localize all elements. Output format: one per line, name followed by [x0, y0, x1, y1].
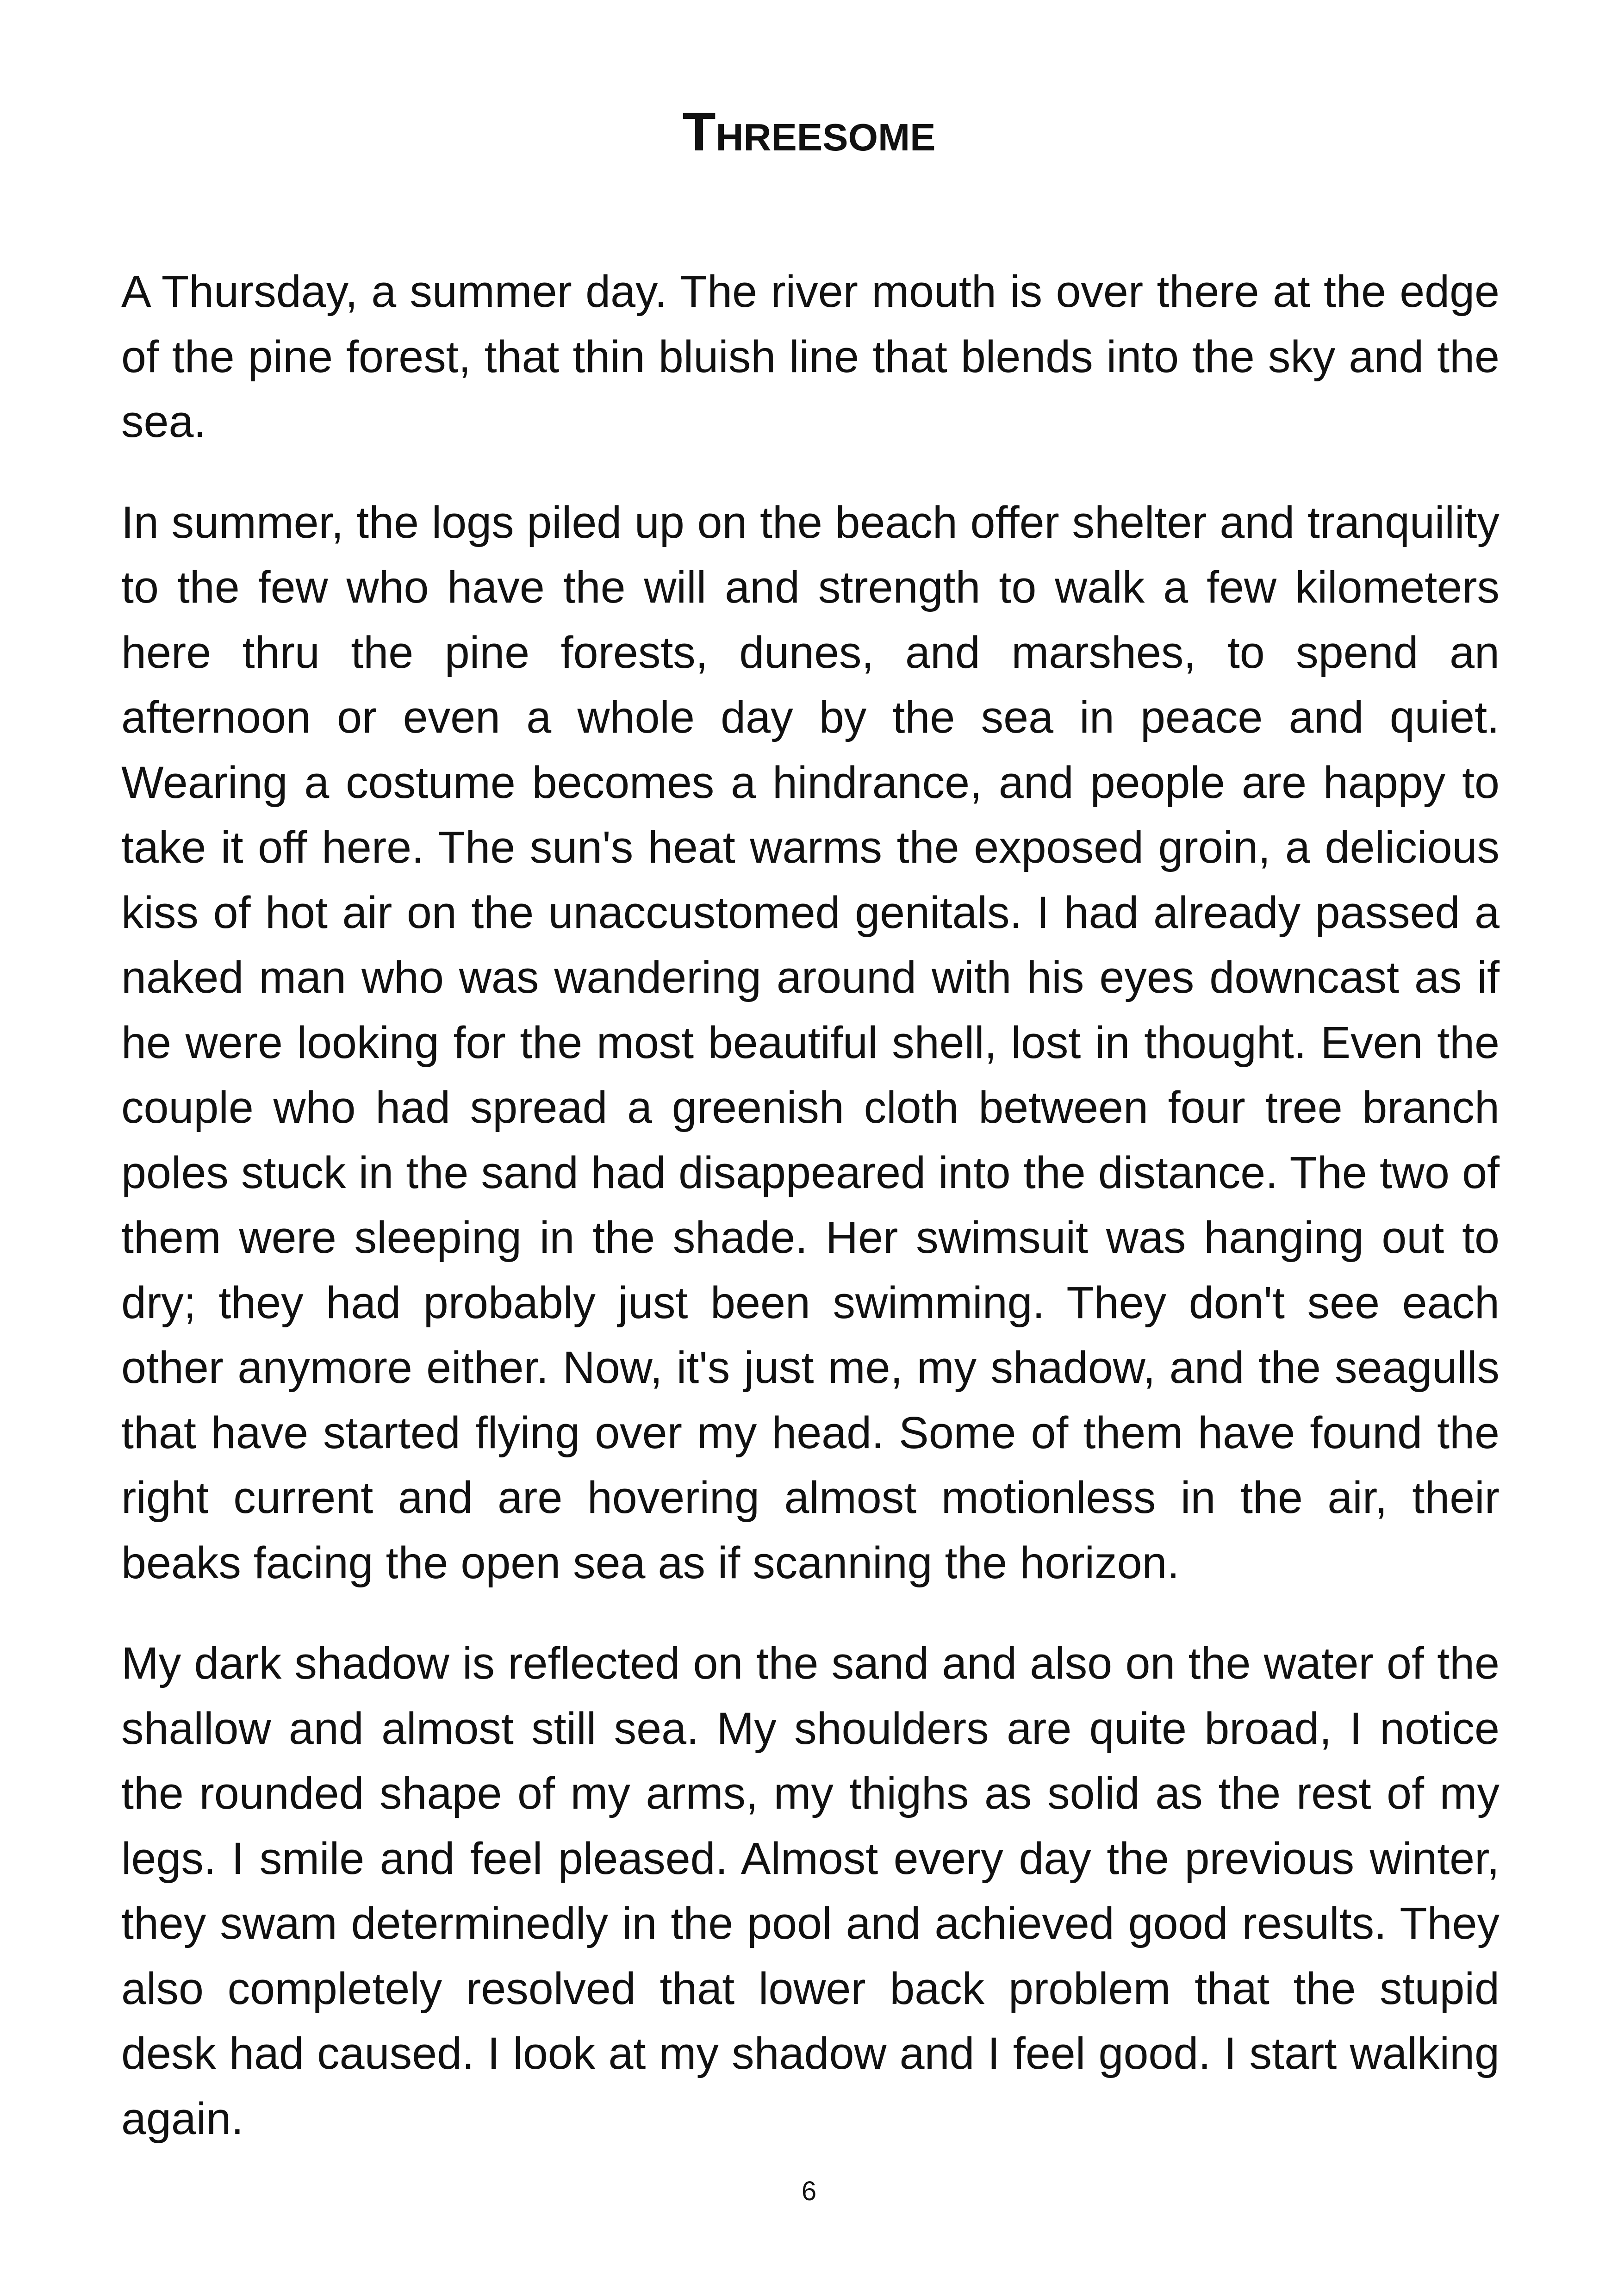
- paragraph: A Thursday, a summer day. The river mouth is over there at the edge of the pine forest, that thin bluish line that blends into the sky and the sea.: [121, 266, 1500, 447]
- page-number: 6: [801, 2176, 817, 2206]
- body-text: [121, 259, 1500, 2187]
- paragraph: My dark shadow is reflected on the sand and also on the water of the shallow and almost still sea. My shoulders are quite broad, I notice the rounded shape of my arms, my thighs as solid as the rest of my legs. I smile and feel pleased. Almost every day the previous winter, they swam determinedly in the pool and achieved good results. They also completely resolved that lower back problem that the stupid desk had caused. I look at my shadow and I feel good. I start walking again.: [121, 1638, 1500, 2144]
- page-title: Threesome: [682, 101, 936, 162]
- paragraph: In summer, the logs piled up on the beach offer shelter and tranquility to the few who have the will and strength to walk a few kilometers here thru the pine forests, dunes, and marshes, to spend an afternoon or even a whole day by the sea in peace and quiet. Wearing a costume becomes a hindrance, and people are happy to take it off here. The sun's heat warms the exposed groin, a delicious kiss of hot air on the unaccustomed genitals. I had already passed a naked man who was wandering around with his eyes downcast as if he were looking for the most beautiful shell, lost in thought. Even the couple who had spread a greenish cloth between four tree branch poles stuck in the sand had disappeared into the distance. The two of them were sleeping in the shade. Her swimsuit was hanging out to dry; they had probably just been swimming. They don't see each other anymore either. Now, it's just me, my shadow, and the seagulls that have started flying over my head. Some of them have found the right current and are hovering almost motionless in the air, their beaks facing the open sea as if scanning the horizon.: [121, 497, 1500, 1588]
